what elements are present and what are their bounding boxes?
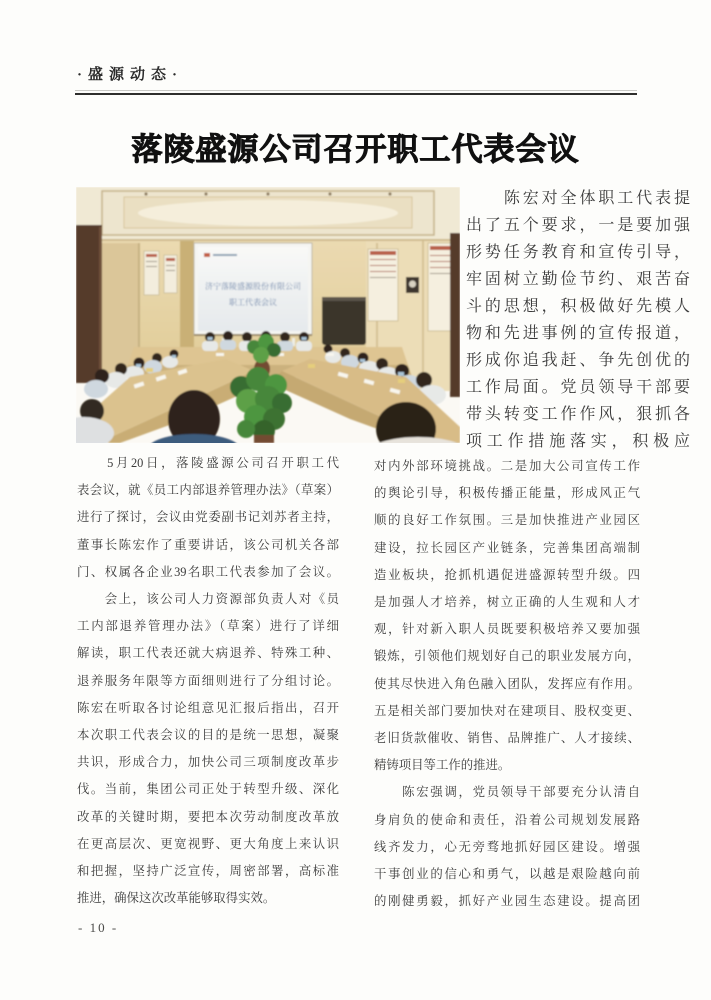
screen-text-line1: 济宁落陵盛源股份有限公司 bbox=[205, 282, 301, 291]
text-line: 退养服务年限等方面细则进行了分组讨论。 bbox=[77, 673, 339, 688]
text-line: 对内外部环境挑战。二是加大公司宣传工作 bbox=[374, 459, 640, 473]
text-line: 使其尽快进入角色融入团队，发挥应有作用。 bbox=[374, 676, 640, 691]
text-line: 干事创业的信心和勇气，以越是艰险越向前 bbox=[374, 867, 640, 882]
header-rule-light bbox=[75, 90, 637, 91]
text-line: 出了五个要求，一是要加强 bbox=[466, 217, 690, 234]
text-line: 在更高层次、更宽视野、更大角度上来认识 bbox=[77, 836, 339, 851]
text-line: 表会议，就《员工内部退养管理办法》（草案） bbox=[77, 483, 339, 498]
text-line: 和把握，坚持广泛宣传，周密部署，高标准 bbox=[77, 864, 339, 879]
text-line: 伐。当前，集团公司正处于转型升级、深化 bbox=[77, 782, 339, 797]
text-line: 共识，形成合力，加快公司三项制度改革步 bbox=[77, 755, 339, 770]
text-line: 5月20日，落陵盛源公司召开职工代 bbox=[77, 456, 339, 470]
text-line: 物和先进事例的宣传报道， bbox=[466, 325, 690, 342]
text-line: 锻炼，引领他们规划好自己的职业发展方向， bbox=[374, 649, 640, 664]
text-line: 的舆论引导，积极传播正能量，形成风正气 bbox=[374, 486, 640, 501]
text-line: 斗的思想，积极做好先模人 bbox=[466, 298, 690, 315]
text-line: 线齐发力，心无旁骛地抓好园区建设。增强 bbox=[374, 839, 640, 854]
text-line: 解读，职工代表还就大病退养、特殊工种、 bbox=[77, 646, 339, 661]
text-line: 建设，拉长园区产业链条，完善集团高端制 bbox=[374, 540, 640, 555]
text-line: 身肩负的使命和责任，沿着公司规划发展路 bbox=[374, 812, 640, 827]
text-line: 陈宏在听取各讨论组意见汇报后指出，召开 bbox=[77, 700, 339, 715]
text-line: 的刚健勇毅，抓好产业园生态建设。提高团 bbox=[374, 894, 640, 909]
text-line: 五是相关部门要加快对在建项目、股权变更、 bbox=[374, 703, 640, 718]
page-number: - 10 - bbox=[78, 920, 119, 935]
meeting-photo-canvas bbox=[76, 187, 460, 443]
text-line: 陈宏对全体职工代表提 bbox=[466, 190, 690, 207]
left-column bbox=[77, 450, 339, 912]
text-line: 牢固树立勤俭节约、艰苦奋 bbox=[466, 271, 690, 288]
text-line: 推进，确保这次改革能够取得实效。 bbox=[77, 891, 276, 906]
text-line: 进行了探讨，会议由党委副书记刘苏者主持， bbox=[77, 510, 339, 525]
text-line: 工作局面。党员领导干部要 bbox=[466, 379, 690, 396]
text-line: 董事长陈宏作了重要讲话，该公司机关各部 bbox=[77, 537, 339, 552]
text-line: 是加强人才培养，树立正确的人生观和人才 bbox=[374, 595, 640, 610]
text-line: 精铸项目等工作的推进。 bbox=[374, 758, 511, 773]
article-title: 落陵盛源公司召开职工代表会议 bbox=[131, 132, 580, 167]
text-line: 老旧货款催收、销售、品牌推广、人才接续、 bbox=[374, 731, 640, 746]
text-line: 陈宏强调，党员领导干部要充分认清自 bbox=[374, 785, 640, 800]
right-column-bottom bbox=[374, 453, 640, 915]
text-line: 会上，该公司人力资源部负责人对《员 bbox=[77, 592, 339, 607]
text-line: 工内部退养管理办法》（草案）进行了详细 bbox=[77, 619, 339, 634]
text-line: 形势任务教育和宣传引导， bbox=[466, 244, 690, 261]
screen-text-line2: 职工代表会议 bbox=[229, 298, 277, 307]
text-line: 观，针对新入职人员既要积极培养又要加强 bbox=[374, 622, 640, 637]
header-rule-dark bbox=[75, 93, 637, 95]
meeting-photo bbox=[76, 187, 460, 443]
text-line: 项工作措施落实，积极应 bbox=[466, 433, 690, 450]
right-column-top bbox=[466, 185, 690, 455]
text-line: 本次职工代表会议的目的是统一思想，凝聚 bbox=[77, 728, 339, 743]
text-line: 顺的良好工作氛围。三是加快推进产业园区 bbox=[374, 513, 640, 528]
text-line: 改革的关键时期，要把本次劳动制度改革放 bbox=[77, 809, 339, 824]
text-line: 门、权属各企业39名职工代表参加了会议。 bbox=[77, 564, 339, 579]
text-line: 带头转变工作作风，狠抓各 bbox=[466, 406, 690, 423]
text-line: 形成你追我赶、争先创优的 bbox=[466, 352, 690, 369]
section-label: ·盛源动态· bbox=[77, 67, 184, 83]
text-line: 造业板块，抢抓机遇促进盛源转型升级。四 bbox=[374, 567, 640, 582]
